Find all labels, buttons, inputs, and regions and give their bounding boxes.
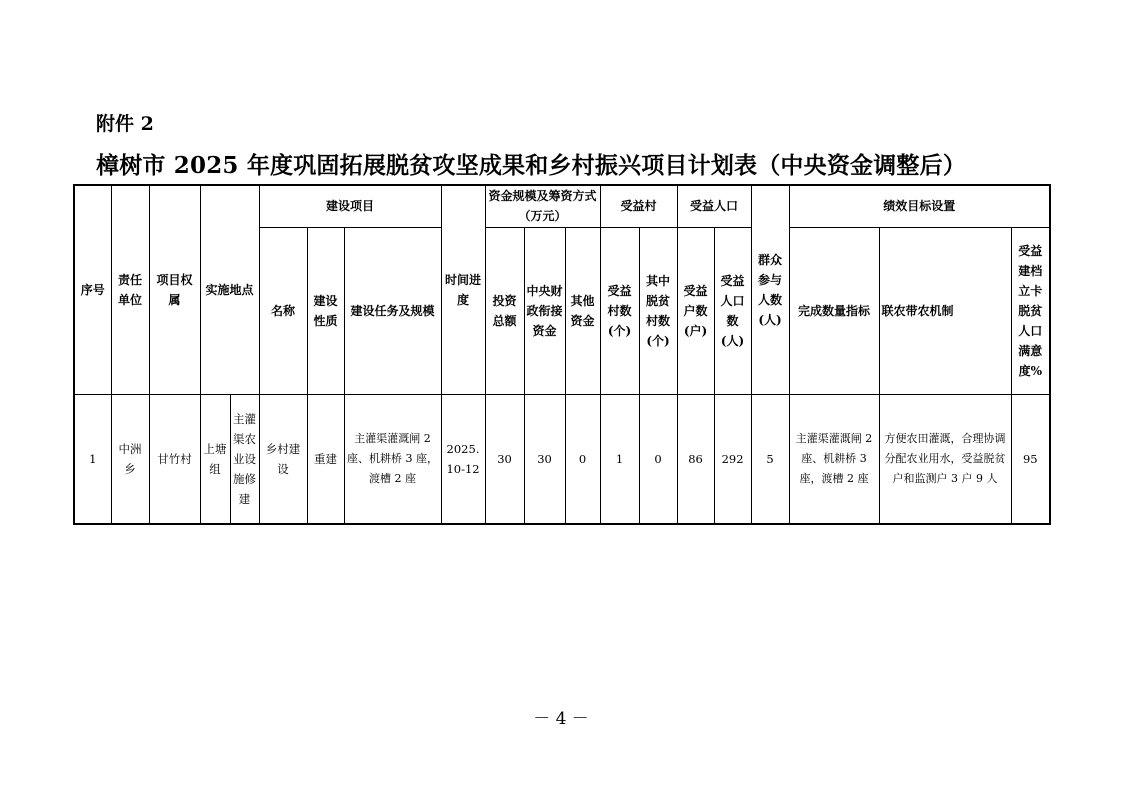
header-poor-village-count: 其中脱贫村数(个): [639, 227, 677, 394]
document-title: 樟树市 2025 年度巩固拓展脱贫攻坚成果和乡村振兴项目计划表（中央资金调整后）: [96, 152, 967, 179]
cell-poor-village-count: 0: [639, 394, 677, 524]
header-satisfaction: 受益建档立卡脱贫人口满意度%: [1011, 227, 1050, 394]
cell-unit: 中洲乡: [111, 394, 149, 524]
cell-name: 乡村建设: [259, 394, 307, 524]
cell-ownership: 甘竹村: [149, 394, 200, 524]
header-performance: 绩效目标设置: [789, 185, 1050, 227]
cell-nature: 重建: [307, 394, 344, 524]
cell-location-detail: 主灌渠农业设施修建: [230, 394, 259, 524]
header-participants: 群众参与人数(人): [751, 185, 789, 394]
attachment-label: 附件 2: [96, 113, 154, 135]
cell-task-scale: 主灌渠灌溉闸 2 座、机耕桥 3 座，渡槽 2 座: [344, 394, 441, 524]
header-beneficiary-population: 受益人口: [677, 185, 751, 227]
cell-village-count: 1: [600, 394, 639, 524]
page-number: － 4 －: [533, 709, 589, 729]
cell-person-count: 292: [714, 394, 751, 524]
cell-central-fund: 30: [524, 394, 565, 524]
project-plan-table: [73, 184, 1051, 525]
cell-schedule: 2025.10-12: [441, 394, 485, 524]
header-funding: 资金规模及筹资方式（万元）: [485, 185, 600, 227]
header-serial: 序号: [74, 185, 111, 394]
cell-mechanism: 方便农田灌溉，合理协调分配农业用水，受益脱贫户和监测户 3 户 9 人: [879, 394, 1011, 524]
header-construction-project: 建设项目: [259, 185, 441, 227]
header-ownership: 项目权属: [149, 185, 200, 394]
header-location: 实施地点: [200, 185, 259, 394]
cell-quantity-indicator: 主灌渠灌溉闸 2 座、机耕桥 3 座，渡槽 2 座: [789, 394, 879, 524]
header-unit: 责任单位: [111, 185, 149, 394]
cell-location-group: 上塘组: [200, 394, 230, 524]
header-household-count: 受益户数(户): [677, 227, 714, 394]
cell-participants: 5: [751, 394, 789, 524]
header-other-fund: 其他资金: [565, 227, 600, 394]
cell-total-investment: 30: [485, 394, 524, 524]
header-task-scale: 建设任务及规模: [344, 227, 441, 394]
header-beneficiary-village: 受益村: [600, 185, 677, 227]
cell-serial: 1: [74, 394, 111, 524]
table-row: [74, 394, 1050, 524]
header-name: 名称: [259, 227, 307, 394]
header-central-fund: 中央财政衔接资金: [524, 227, 565, 394]
cell-other-fund: 0: [565, 394, 600, 524]
header-village-count: 受益村数(个): [600, 227, 639, 394]
cell-satisfaction: 95: [1011, 394, 1050, 524]
cell-household-count: 86: [677, 394, 714, 524]
header-quantity-indicator: 完成数量指标: [789, 227, 879, 394]
header-total-investment: 投资总额: [485, 227, 524, 394]
header-schedule: 时间进度: [441, 185, 485, 394]
header-person-count: 受益人口数(人): [714, 227, 751, 394]
header-row-1: [74, 185, 1050, 227]
header-nature: 建设性质: [307, 227, 344, 394]
header-mechanism: 联农带农机制: [879, 227, 1011, 394]
